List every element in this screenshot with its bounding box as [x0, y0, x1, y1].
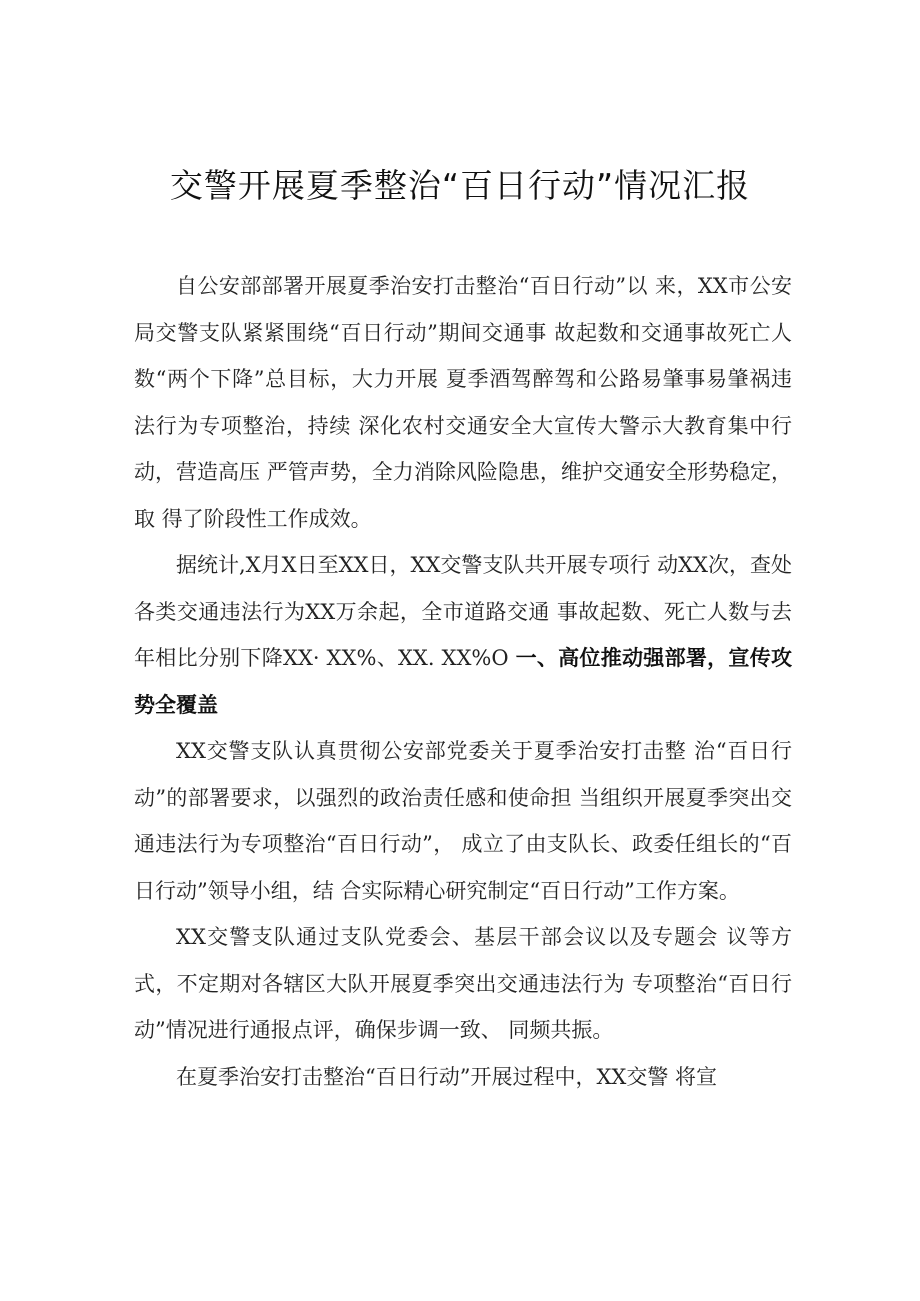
- section-heading-1: 一、高位推动强部署，宣传攻势全覆盖: [134, 646, 793, 717]
- paragraph-statistics: [134, 542, 792, 728]
- paragraph-meetings: [134, 914, 792, 1054]
- paragraph-deployment: [134, 728, 792, 914]
- paragraph-publicity: [134, 1054, 792, 1101]
- paragraph-statistics-text: 据统计,X月X日至XX日，XX交警支队共开展专项行 动XX次，查处各类交通违法行为XX万余起，全市道路交通 事故起数、死亡人数与去年相比分别下降XX· XX%、XX. XX%O: [134, 553, 792, 670]
- document-title: 交警开展夏季整治“百日行动”情况汇报: [169, 166, 751, 205]
- paragraph-deployment-text: XX交警支队认真贯彻公安部党委关于夏季治安打击整 治“百日行动”的部署要求，以强烈的政治责任感和使命担 当组织开展夏季突出交通违法行为专项整治“百日行动”， 成立了由支队长、政委任组长的“百日行动”领导小组，结 合实际精心研究制定“百日行动”工作方案。: [134, 739, 792, 903]
- document-body: [134, 263, 792, 1100]
- paragraph-intro-text: 自公安部部署开展夏季治安打击整治“百日行动”以 来，XX市公安局交警支队紧紧围绕“百日行动”期间交通事 故起数和交通事故死亡人数“两个下降”总目标，大力开展 夏季酒驾醉驾和公路易肇事易肇祸违法行为专项整治，持续 深化农村交通安全大宣传大警示大教育集中行动，营造高压 严管声势，全力消除风险隐患，维护交通安全形势稳定，取 得了阶段性工作成效。: [134, 274, 792, 531]
- paragraph-intro: [134, 263, 792, 542]
- paragraph-publicity-text: 在夏季治安打击整治“百日行动”开展过程中，XX交警 将宣: [176, 1064, 718, 1089]
- paragraph-meetings-text: XX交警支队通过支队党委会、基层干部会议以及专题会 议等方式，不定期对各辖区大队开展夏季突出交通违法行为 专项整治“百日行动”情况进行通报点评，确保步调一致、 同频共振。: [134, 925, 792, 1042]
